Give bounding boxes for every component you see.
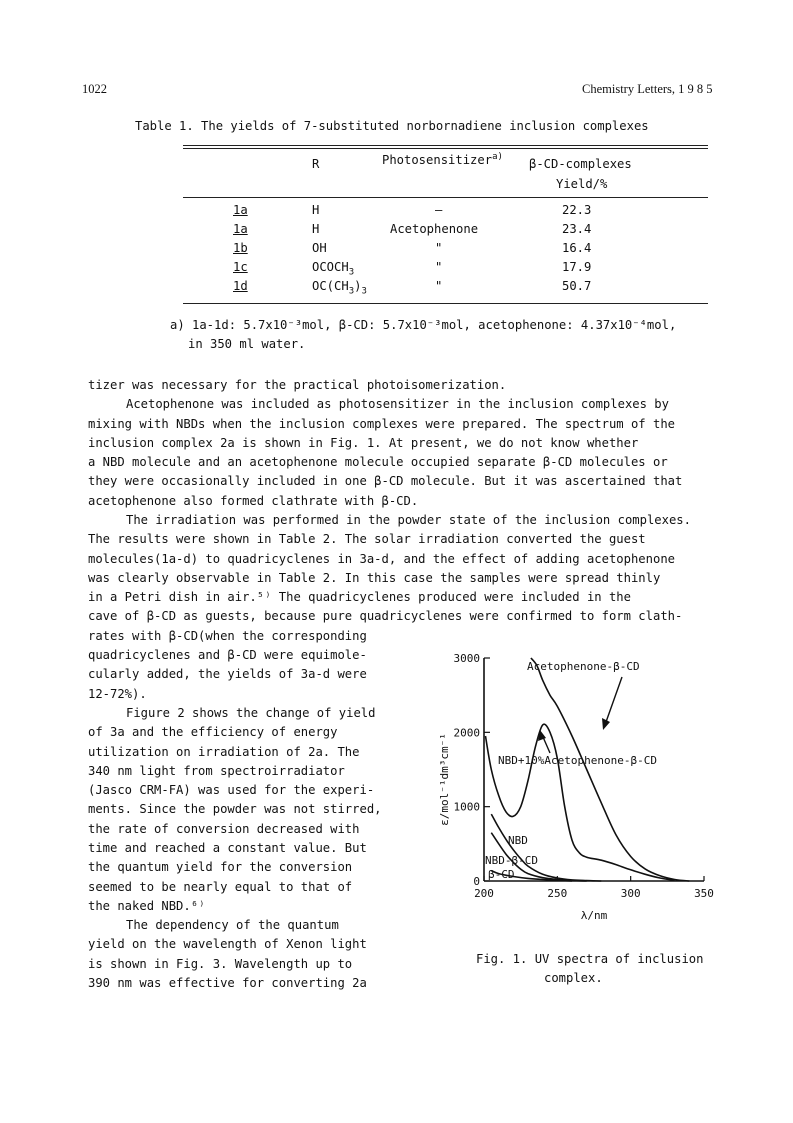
page-number: 1022 xyxy=(82,82,107,96)
photosensitizer: " xyxy=(435,241,443,255)
annotation-arrow xyxy=(543,737,550,753)
photosensitizer: " xyxy=(435,260,443,274)
compound-id: 1d xyxy=(233,279,248,293)
text-line: ments. Since the powder was not stirred, xyxy=(88,802,382,817)
y-tick-label: 2000 xyxy=(453,726,480,740)
text-line: the rate of conversion decreased with xyxy=(88,821,360,836)
photosensitizer: Acetophenone xyxy=(390,222,479,236)
yield: 17.9 xyxy=(562,260,592,274)
text-line: time and reached a constant value. But xyxy=(88,841,367,856)
uv-spectra-chart xyxy=(432,640,732,940)
arrow-head-icon xyxy=(602,718,610,730)
compound-id: 1c xyxy=(233,260,248,274)
paragraph xyxy=(88,395,682,511)
yield: 23.4 xyxy=(562,222,592,236)
figure-caption xyxy=(476,950,703,988)
text-line: rates with β-CD(when the corresponding xyxy=(88,628,367,643)
text-line: seemed to be nearly equal to that of xyxy=(88,879,353,894)
col-header-photosensitizer-text: Photosensitizer xyxy=(382,153,493,168)
annotation-label: NBD xyxy=(508,834,528,847)
substituent: H xyxy=(312,222,320,236)
text-line: 390 nm was effective for converting 2a xyxy=(88,975,367,990)
annotation-label: β-CD xyxy=(488,868,515,881)
text-line: inclusion complex 2a is shown in Fig. 1. At present, we do not know whether xyxy=(88,435,639,450)
col-header-r: R xyxy=(312,157,320,171)
text-line: (Jasco CRM-FA) was used for the experi- xyxy=(88,783,375,798)
subscript: 3 xyxy=(361,286,367,297)
substituent: OH xyxy=(312,241,327,255)
annotation-label: Acetophenone-β-CD xyxy=(527,660,640,673)
substituent-tail: ) xyxy=(354,279,362,293)
compound-id: 1a xyxy=(233,222,248,236)
text-line: The results were shown in Table 2. The solar irradiation converted the guest xyxy=(88,532,646,547)
text-line: the quantum yield for the conversion xyxy=(88,860,353,875)
paragraph xyxy=(88,916,367,993)
text-line: a NBD molecule and an acetophenone molecule occupied separate β-CD molecules or xyxy=(88,455,668,470)
y-tick-label: 0 xyxy=(473,875,480,888)
col-header-photosensitizer xyxy=(382,152,503,167)
text-line: Acetophenone was included as photosensitizer in the inclusion complexes by xyxy=(126,397,669,412)
table-top-rule xyxy=(183,145,708,146)
text-line: is shown in Fig. 3. Wavelength up to xyxy=(88,956,353,971)
col-header-cd: β-CD-complexes xyxy=(529,157,632,171)
series-line-acetophenone-cd xyxy=(531,658,689,881)
table-header-rule xyxy=(183,197,708,198)
text-line: quadricyclenes and β-CD were equimole- xyxy=(88,648,367,663)
text-line: in a Petri dish in air.⁵⁾ The quadricyclenes produced were included in the xyxy=(88,590,631,605)
table-bottom-rule xyxy=(183,303,708,304)
substituent-text: OC(CH xyxy=(312,279,349,293)
yield: 16.4 xyxy=(562,241,592,255)
text-line: 12-72%). xyxy=(88,686,147,701)
x-axis-label: λ/nm xyxy=(580,909,608,922)
table-footnote-cont: in 350 ml water. xyxy=(188,337,306,351)
figure-caption-line: complex. xyxy=(544,971,603,985)
table-caption: Table 1. The yields of 7-substituted norbornadiene inclusion complexes xyxy=(135,119,649,133)
text-line: mixing with NBDs when the inclusion complexes were prepared. The spectrum of the xyxy=(88,416,675,431)
substituent-text: OCOCH xyxy=(312,260,349,274)
text-line: the naked NBD.⁶⁾ xyxy=(88,898,206,913)
annotation-arrow xyxy=(606,677,622,722)
col-header-yield: Yield/% xyxy=(556,177,608,191)
annotation-label: NBD+10%Acetophenone-β-CD xyxy=(498,754,657,767)
y-tick-label: 1000 xyxy=(453,800,480,814)
text-line: yield on the wavelength of Xenon light xyxy=(88,937,367,952)
x-tick-label: 300 xyxy=(620,887,641,900)
journal-header: Chemistry Letters, 1 9 8 5 xyxy=(582,82,713,96)
compound-id: 1a xyxy=(233,203,248,217)
text-line: of 3a and the efficiency of energy xyxy=(88,725,338,740)
x-tick-label: 250 xyxy=(547,887,568,900)
x-tick-label: 200 xyxy=(474,887,494,900)
col-header-footnote-mark: a) xyxy=(492,152,503,162)
text-line: cave of β-CD as guests, because pure quadricyclenes were confirmed to form clath- xyxy=(88,609,683,624)
subscript: 3 xyxy=(348,267,355,278)
chart-annotations xyxy=(485,660,657,881)
yield: 50.7 xyxy=(562,279,592,293)
compound-id: 1b xyxy=(233,241,248,255)
substituent: H xyxy=(312,203,320,217)
text-line: The irradiation was performed in the powder state of the inclusion complexes. xyxy=(126,513,691,527)
chart-series xyxy=(486,658,690,881)
chart-axes xyxy=(484,658,704,881)
text-line: was clearly observable in Table 2. In this case the samples were spread thinly xyxy=(88,570,661,585)
paragraph xyxy=(88,704,382,916)
text-line: utilization on irradiation of 2a. The xyxy=(88,744,360,759)
text-line: cularly added, the yields of 3a-d were xyxy=(88,667,367,682)
text-line: Figure 2 shows the change of yield xyxy=(126,706,376,720)
yield: 22.3 xyxy=(562,203,592,217)
substituent xyxy=(312,260,354,277)
photosensitizer: – xyxy=(435,203,443,217)
text-line: tizer was necessary for the practical photoisomerization. xyxy=(88,378,507,392)
figure-caption-line: Fig. 1. UV spectra of inclusion xyxy=(476,952,704,966)
y-axis-label: ε/mol⁻¹dm³cm⁻¹ xyxy=(438,733,451,826)
substituent xyxy=(312,279,367,296)
subscript: 3 xyxy=(348,286,355,297)
text-line: 340 nm light from spectroirradiator xyxy=(88,763,345,778)
paragraph xyxy=(88,376,506,395)
text-line: molecules(1a-d) to quadricyclenes in 3a-d, and the effect of adding acetophenone xyxy=(88,551,675,566)
text-line: they were occasionally included in one β-CD molecule. But it was ascertained that xyxy=(88,474,683,489)
table-top-rule-2 xyxy=(183,148,708,149)
annotation-label: NBD-β-CD xyxy=(485,854,538,867)
text-line: acetophenone also formed clathrate with β-CD. xyxy=(88,493,419,508)
x-tick-label: 350 xyxy=(694,887,714,900)
photosensitizer: " xyxy=(435,279,443,293)
text-line: The dependency of the quantum xyxy=(126,918,339,932)
table-footnote: a) 1a-1d: 5.7x10⁻³mol, β-CD: 5.7x10⁻³mol, acetophenone: 4.37x10⁻⁴mol, xyxy=(170,318,677,332)
y-tick-label: 3000 xyxy=(453,652,480,665)
